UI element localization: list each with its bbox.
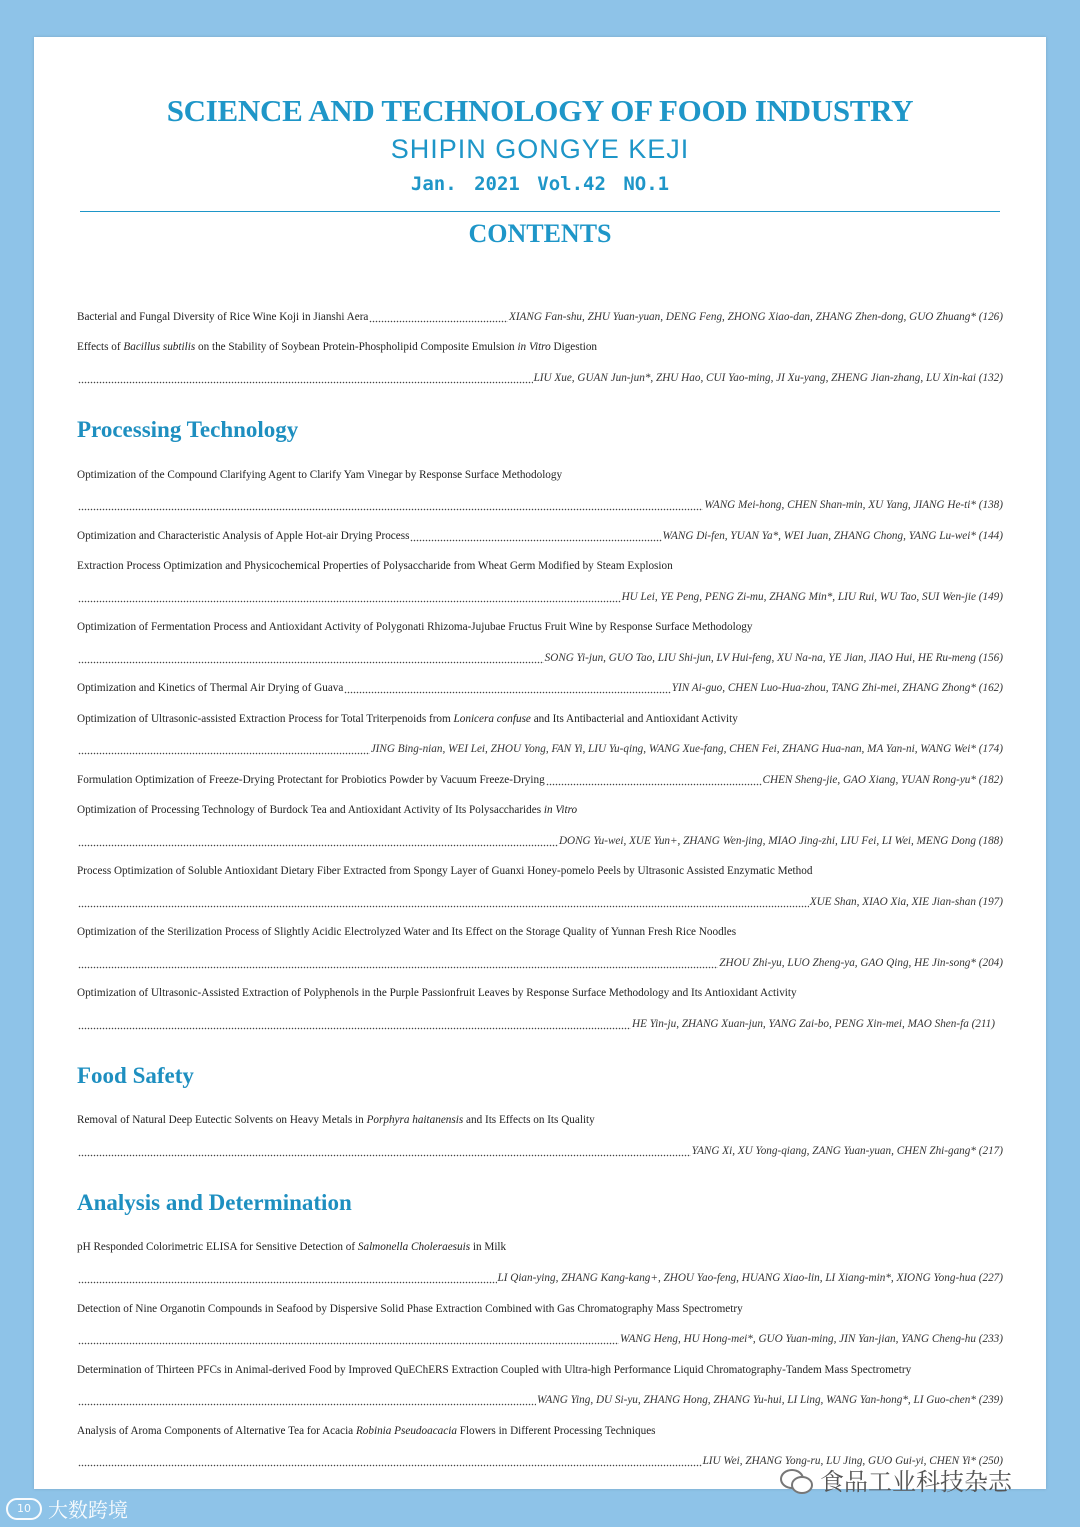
toc-entry-author-line[interactable] (77, 495, 1003, 511)
entry-authors: DONG Yu-wei, XUE Yun+, ZHANG Wen-jing, MIAO Jing-zhi, LIU Fei, LI Wei, MENG Dong (188) (558, 835, 1003, 847)
toc-entry-title-line[interactable] (77, 617, 1003, 633)
toc-entry-title-line[interactable] (77, 709, 1003, 725)
entry-authors: LIU Wei, ZHANG Yong-ru, LU Jing, GUO Gui-yi, CHEN Yi* (250) (702, 1455, 1003, 1467)
leader-dots (344, 684, 670, 694)
entry-authors: SONG Yi-jun, GUO Tao, LIU Shi-jun, LV Hui-feng, XU Na-na, YE Jian, JIAO Hui, HE Ru-meng (156) (544, 652, 1003, 664)
leader-dots (410, 532, 661, 542)
entry-title: Extraction Process Optimization and Physicochemical Properties of Polysaccharide from Wheat Germ Modified by Steam Explosion (77, 560, 673, 572)
toc-entry[interactable] (77, 307, 1003, 323)
toc-entry-author-line[interactable] (77, 648, 1003, 664)
journal-subtitle: SHIPIN GONGYE KEJI (390, 134, 690, 164)
toc-entry-author-line[interactable] (77, 1390, 1003, 1406)
entry-title: Optimization of Ultrasonic-assisted Extraction Process for Total Triterpenoids from Lonicera confuse and Its Antibacterial and Antioxidant Activity (77, 713, 738, 725)
toc-entry-title-line[interactable] (77, 1421, 1003, 1437)
entry-title: Formulation Optimization of Freeze-Drying Protectant for Probiotics Powder by Vacuum Freeze-Drying (77, 774, 545, 786)
toc-entry-author-line[interactable] (77, 892, 1003, 908)
entry-title: Optimization of the Compound Clarifying Agent to Clarify Yam Vinegar by Response Surface Methodology (77, 469, 563, 481)
entry-authors: YIN Ai-guo, CHEN Luo-Hua-zhou, TANG Zhi-mei, ZHANG Zhong* (162) (671, 682, 1003, 694)
leader-dots (78, 837, 558, 847)
brand-logo-icon: 10 (6, 1498, 42, 1520)
entry-title: Optimization of Ultrasonic-Assisted Extraction of Polyphenols in the Purple Passionfruit Leaves by Response Surface Methodology and Its Antioxidant Activity (77, 987, 797, 999)
toc-entry-title-line[interactable] (77, 922, 1003, 938)
entry-authors: WANG Ying, DU Si-yu, ZHANG Hong, ZHANG Yu-hui, LI Ling, WANG Yan-hong*, LI Guo-chen* (239) (536, 1394, 1003, 1406)
toc-entry-title-line[interactable] (77, 1360, 1003, 1376)
leader-dots (78, 1274, 497, 1284)
entry-title: Optimization of the Sterilization Process of Slightly Acidic Electrolyzed Water and Its Effect on the Storage Quality of Yunnan Fresh Rice Noodles (77, 926, 737, 938)
toc-entry-author-line[interactable] (77, 1329, 1003, 1345)
entry-title: Analysis of Aroma Components of Alternative Tea for Acacia Robinia Pseudoacacia Flowers in Different Processing Techniques (77, 1425, 656, 1437)
entry-authors: WANG Heng, HU Hong-mei*, GUO Yuan-ming, JIN Yan-jian, YANG Cheng-hu (233) (620, 1333, 1003, 1345)
entry-title: Determination of Thirteen PFCs in Animal-derived Food by Improved QuEChERS Extraction Coupled with Ultra-high Performance Liquid Chromatography-Tandem Mass Spectrometry (77, 1364, 912, 1376)
entry-authors: WANG Di-fen, YUAN Ya*, WEI Juan, ZHANG Chong, YANG Lu-wei* (144) (662, 530, 1003, 542)
leader-dots (78, 1147, 691, 1157)
toc-entry-title-line[interactable] (77, 1110, 1003, 1126)
leader-dots (78, 898, 809, 908)
leader-dots (78, 374, 533, 384)
section-heading-food-safety: Food Safety (77, 1063, 194, 1088)
toc-entry-author-line[interactable] (77, 368, 1003, 384)
leader-dots (78, 1457, 702, 1467)
entry-authors: CHEN Sheng-jie, GAO Xiang, YUAN Rong-yu* (182) (762, 774, 1003, 786)
journal-title: SCIENCE AND TECHNOLOGY OF FOOD INDUSTRY (166, 93, 914, 128)
toc-entry[interactable] (77, 770, 1003, 786)
entry-title: Effects of Bacillus subtilis on the Stability of Soybean Protein-Phospholipid Composite Emulsion in Vitro Digestion (77, 341, 598, 353)
toc-entry[interactable] (77, 678, 1003, 694)
entry-title: Optimization and Kinetics of Thermal Air Drying of Guava (77, 682, 344, 694)
entry-authors: WANG Mei-hong, CHEN Shan-min, XU Yang, JIANG He-ti* (138) (704, 499, 1003, 511)
contents-heading: CONTENTS (468, 219, 612, 248)
toc-entry-author-line[interactable] (77, 739, 1003, 755)
toc-entry-author-line[interactable] (77, 1268, 1003, 1284)
leader-dots (78, 654, 544, 664)
toc-entry-author-line[interactable] (77, 1141, 1003, 1157)
entry-authors: YANG Xi, XU Yong-qiang, ZANG Yuan-yuan, CHEN Zhi-gang* (217) (691, 1145, 1003, 1157)
leader-dots (546, 776, 762, 786)
entry-title: pH Responded Colorimetric ELISA for Sensitive Detection of Salmonella Choleraesuis in Milk (77, 1241, 507, 1253)
entry-title: Optimization of Fermentation Process and Antioxidant Activity of Polygonati Rhizoma-Jujubae Fructus Fruit Wine by Response Surface Methodology (77, 621, 753, 633)
entry-title: Detection of Nine Organotin Compounds in Seafood by Dispersive Solid Phase Extraction Combined with Gas Chromatography Mass Spectrometry (77, 1303, 743, 1315)
toc-entry-title-line[interactable] (77, 983, 1003, 999)
toc-entry-author-line[interactable] (77, 1014, 995, 1030)
wechat-watermark (780, 1462, 1012, 1497)
toc-entry-title-line[interactable] (77, 465, 1003, 481)
entry-title: Removal of Natural Deep Eutectic Solvents on Heavy Metals in Porphyra haitanensis and Its Effects on Its Quality (77, 1114, 595, 1126)
leader-dots (78, 1396, 536, 1406)
toc-entry-author-line[interactable] (77, 831, 1003, 847)
toc-entry-title-line[interactable] (77, 800, 1003, 816)
entry-authors: LIU Xue, GUAN Jun-jun*, ZHU Hao, CUI Yao-ming, JI Xu-yang, ZHENG Jian-zhang, LU Xin-kai (132) (533, 372, 1003, 384)
leader-dots (369, 313, 508, 323)
toc-entry-title-line[interactable] (77, 1299, 1003, 1315)
entry-title: Bacterial and Fungal Diversity of Rice Wine Koji in Jianshi Aera (77, 311, 369, 323)
entry-authors: HU Lei, YE Peng, PENG Zi-mu, ZHANG Min*, LIU Rui, WU Tao, SUI Wen-jie (149) (621, 591, 1003, 603)
entry-authors: LI Qian-ying, ZHANG Kang-kang+, ZHOU Yao-feng, HUANG Xiao-lin, LI Xiang-min*, XIONG Yong-hua (227) (497, 1272, 1003, 1284)
entry-title: Optimization and Characteristic Analysis of Apple Hot-air Drying Process (77, 530, 410, 542)
toc-entry-author-line[interactable] (77, 587, 1003, 603)
journal-page (34, 37, 1046, 1489)
brand-watermark-text: 大数跨境 (48, 1498, 128, 1522)
toc-entry-author-line[interactable] (77, 953, 1003, 969)
toc-entry[interactable] (77, 526, 1003, 542)
section-heading-analysis: Analysis and Determination (77, 1190, 352, 1215)
leader-dots (78, 593, 621, 603)
toc-entry-title-line[interactable] (77, 337, 1003, 353)
entry-authors: XIANG Fan-shu, ZHU Yuan-yuan, DENG Feng, ZHONG Xiao-dan, ZHANG Zhen-dong, GUO Zhuang* (126) (508, 311, 1003, 323)
brand-watermark (6, 1494, 128, 1523)
leader-dots (78, 1020, 631, 1030)
header-divider (80, 211, 1000, 212)
entry-title: Process Optimization of Soluble Antioxidant Dietary Fiber Extracted from Spongy Layer of Guanxi Honey-pomelo Peels by Ultrasonic Assisted Enzymatic Method (77, 865, 813, 877)
toc-entry-title-line[interactable] (77, 556, 1003, 572)
leader-dots (78, 1335, 619, 1345)
leader-dots (78, 745, 370, 755)
toc-entry-title-line[interactable] (77, 1237, 1003, 1253)
entry-authors: JING Bing-nian, WEI Lei, ZHOU Yong, FAN Yi, LIU Yu-qing, WANG Xue-fang, CHEN Fei, ZHANG Hua-nan, MA Yan-ni, WANG Wei* (174) (370, 743, 1003, 755)
entry-authors: ZHOU Zhi-yu, LUO Zheng-ya, GAO Qing, HE Jin-song* (204) (719, 957, 1003, 969)
entry-title: Optimization of Processing Technology of Burdock Tea and Antioxidant Activity of Its Polysaccharides in Vitro (77, 804, 578, 816)
issue-info: Jan. 2021 Vol.42 NO.1 (410, 173, 670, 195)
entry-authors: HE Yin-ju, ZHANG Xuan-jun, YANG Zai-bo, PENG Xin-mei, MAO Shen-fa (211) (632, 1018, 995, 1030)
wechat-icon (780, 1467, 814, 1493)
watermark-text: 食品工业科技杂志 (820, 1468, 1012, 1496)
leader-dots (78, 959, 718, 969)
toc-entry-title-line[interactable] (77, 861, 1003, 877)
entry-authors: XUE Shan, XIAO Xia, XIE Jian-shan (197) (809, 896, 1003, 908)
leader-dots (78, 501, 703, 511)
section-heading-processing: Processing Technology (77, 417, 299, 442)
